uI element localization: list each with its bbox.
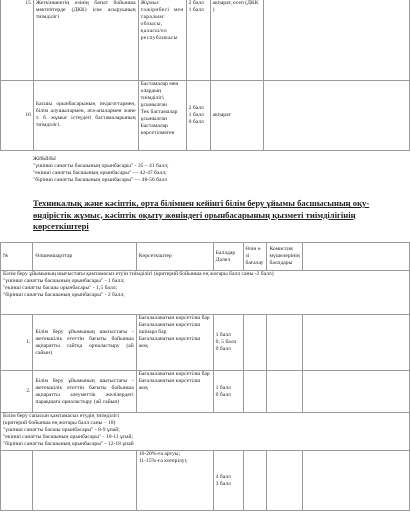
table-row	[1, 371, 410, 413]
empty-cell	[264, 0, 410, 80]
section-row	[1, 271, 410, 315]
row-points: 4 балл 3 балл	[213, 451, 243, 511]
self-score-cell[interactable]	[243, 371, 267, 413]
row-evidence: акпарат, есеп (ДКК )	[210, 0, 264, 80]
section-heading: Техникалық және кәсіптік, орта білімнен кейінгі білім беру ұйымы басшысының оқу-өндірістік жұмыс, кәсіптік оқыту жөніндегі орынбасарының қызметі тиімділігінің көрсеткіштері	[33, 198, 370, 231]
row-number: 1.	[1, 315, 33, 371]
row-criteria: 16-20%-ға артуы; 11-15%-ға көтерілуі;	[136, 451, 213, 511]
row-indicator	[33, 451, 136, 511]
row-evidence: акпарат	[210, 80, 264, 150]
table-row	[1, 80, 410, 150]
row-number: 15	[1, 0, 34, 80]
commission-score-cell[interactable]	[267, 451, 302, 511]
totals-label: ЖИЫНЫ	[33, 156, 56, 162]
criteria-table	[0, 242, 410, 511]
row-indicator: Білім беру ұйымының шығыстағы - жетекшілік ететтін бағыты бойынша ақпаратты әлеуметтік желілердегі парақшаға орналастыру (ай сайын)	[33, 371, 136, 413]
row-points: 2 балл 1 балл	[186, 0, 210, 80]
section-1-line: "екінші санатты басшы орынбасары" - 1,5 балл;	[3, 285, 118, 291]
self-score-cell[interactable]	[243, 315, 267, 371]
commission-score-cell[interactable]	[267, 315, 302, 371]
header-self-assessment: Өзін ө зі бағалау	[243, 243, 267, 271]
totals-line: "бірінші санатты басшының орынбасары" — 48-56 балл	[33, 177, 168, 183]
commission-score-cell[interactable]	[267, 371, 302, 413]
table-header-row	[1, 243, 410, 271]
totals-line: "үшінші санатты басшының орынбасары" - 35 – 41 балл;	[33, 163, 169, 169]
header-indicators: Өлшемшарттар	[33, 243, 136, 271]
header-points: Баллдар Дәлел	[213, 243, 243, 271]
criteria-table-continued	[0, 0, 410, 151]
row-number	[1, 451, 33, 511]
section-1-line: "үшінші санатты басшының орынбасары" - 1 балл;	[3, 278, 125, 284]
row-points: 1 балл 0, 5 балл 0 балл	[213, 315, 243, 371]
row-number: 16	[1, 80, 34, 150]
section-1-title: Білім беру ұйымының шығыстағы қамтамасыз етуін тиімділігі (критерий бойынша ең жоғары балл саны -2 балл)	[3, 271, 274, 277]
header-commission: Комиссия мүшелерінің баллдары	[267, 243, 302, 271]
table-row	[1, 315, 410, 371]
row-points: 1 балл 0 балл	[213, 371, 243, 413]
row-indicator: Жеткіншектің өзінің бағыт бойынша мектептерде (ДКК) іске асыруының тиімділігі	[33, 0, 138, 80]
row-criteria: Бастамалар мен олардың тиімділігі ұсынылған Тек бастамалар ұсынылған Бастамалар көрсетілмеген	[138, 80, 186, 150]
row-indicator: Білім беру ұйымының шығыстағы - жетекшілік ететтін бағыты бойынша ақпаратты сайтқа орналастыру (ай сайын)	[33, 315, 136, 371]
totals-line: "екінші санатты басшының орынбасары" — 42-47 балл;	[33, 170, 167, 176]
section-2-line: (критерий бойынша ең жоғары балл саны – 18)	[3, 420, 116, 426]
empty-cell	[302, 451, 409, 511]
row-points: 2 балл 1 балл 0 балл	[186, 80, 210, 150]
section-row	[1, 413, 410, 451]
section-1-cell	[1, 271, 410, 315]
row-indicator: Басшы орынбасарының педагогтармен, білім алушылармен, ата-аналармен және т. б. жұмыс істеудегі бастамаларының тиімділігі.	[33, 80, 138, 150]
table-row	[1, 0, 410, 80]
empty-cell	[302, 243, 409, 271]
totals-block	[33, 156, 393, 184]
section-1-line: "бірінші санатты басшының орынбасары" - 2 балл;	[3, 292, 125, 298]
header-criteria: Көрсеткіштер	[136, 243, 213, 271]
header-num: №	[1, 243, 33, 271]
section-2-cell	[1, 413, 410, 451]
section-2-line: "бірінші санатты басшының орынбасары" - 12-18 ұпай	[3, 441, 134, 447]
row-criteria: Бағалаланатын көрсетілш бар Бағалаланатын көрсетілш ішінара бар Бағалаланатын көрсетілш жоқ	[136, 315, 213, 371]
section-2-title: Білім беру сапасын қамтамасыз етудің тиімділігі	[3, 413, 120, 419]
row-criteria: Бағалаланатын көрсетілш бар Бағалаланатын көрсетілш жоқ	[136, 371, 213, 413]
empty-cell	[302, 371, 409, 413]
self-score-cell[interactable]	[243, 451, 267, 511]
empty-cell	[302, 315, 409, 371]
section-2-line: "үшінші санатты басшы орынбасары" - 8-9 ұпай;	[3, 427, 120, 433]
section-2-line: "екінші санатты басшының орынбасары" - 10-11 ұпай;	[3, 434, 133, 440]
table-row	[1, 451, 410, 511]
row-number: 2.	[1, 371, 33, 413]
empty-cell	[264, 80, 410, 150]
row-criteria: Жұмыс тәжірибесі мен таралым: облысы, қаласы/ел республикасы	[138, 0, 186, 80]
